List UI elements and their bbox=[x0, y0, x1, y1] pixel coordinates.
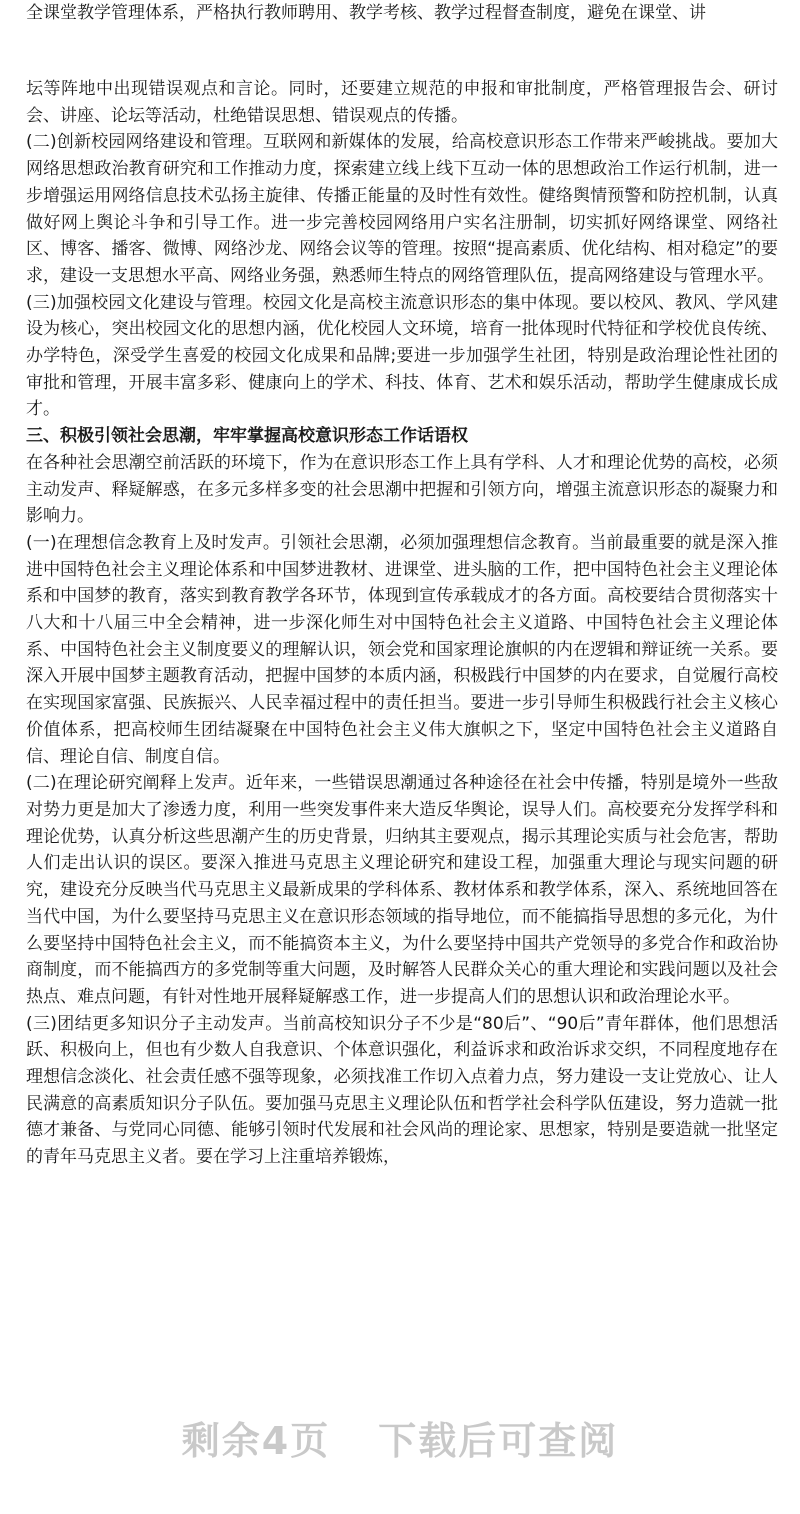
continued-text-line: 全课堂教学管理体系，严格执行教师聘用、教学考核、教学过程督查制度，避免在课堂、讲 bbox=[26, 3, 706, 23]
paragraph: (三)团结更多知识分子主动发声。当前高校知识分子不少是“80后”、“90后”青年群体，他们思想活跃、积极向上，但也有少数人自我意识、个体意识强化，利益诉求和政治诉求交织，不同程度地存在理想信念淡化、社会责任感不强等现象，必须找准工作切入点着力点，努力建设一支让党放心、让人民满意的高素质知识分子队伍。要加强马克思主义理论队伍和哲学社会科学队伍建设，努力造就一批德才兼备、与党同心同德、能够引领时代发展和社会风尚的理论家、思想家，特别是要造就一批坚定的青年马克思主义者。要在学习上注重培养锻炼， bbox=[26, 1013, 778, 1168]
paragraph: (二)在理论研究阐释上发声。近年来，一些错误思潮通过各种途径在社会中传播，特别是境外一些敌对势力更是加大了渗透力度，利用一些突发事件来大造反华舆论，误导人们。高校要充分发挥学科和理论优势，认真分析这些思潮产生的历史背景，归纳其主要观点，揭示其理论实质与社会危害，帮助人们走出认识的误区。要深入推进马克思主义理论研究和建设工程，加强重大理论与现实问题的研究，建设充分反映当代马克思主义最新成果的学科体系、教材体系和教学体系，深入、系统地回答在当代中国，为什么要坚持马克思主义在意识形态领域的指导地位，而不能搞指导思想的多元化，为什么要坚持中国特色社会主义，而不能搞资本主义，为什么要坚持中国共产党领导的多党合作和政治协商制度，而不能搞西方的多党制等重大问题，及时解答人民群众关心的重大理论和实践问题以及社会热点、难点问题，有针对性地开展释疑解惑工作，进一步提高人们的思想认识和政治理论水平。 bbox=[26, 773, 778, 1007]
download-prompt-banner[interactable] bbox=[0, 1410, 800, 1465]
paragraph: 在各种社会思潮空前活跃的环境下，作为在意识形态工作上具有学科、人才和理论优势的高校，必须主动发声、释疑解惑，在多元多样多变的社会思潮中把握和引领方向，增强主流意识形态的凝聚力和影响力。 bbox=[26, 452, 778, 527]
paragraph: (一)在理想信念教育上及时发声。引领社会思潮，必须加强理想信念教育。当前最重要的就是深入推进中国特色社会主义理论体系和中国梦进教材、进课堂、进头脑的工作，把中国特色社会主义理论体系和中国梦的教育，落实到教育教学各环节，体现到宣传承载成才的各方面。高校要结合贯彻落实十八大和十八届三中全会精神，进一步深化师生对中国特色社会主义道路、中国特色社会主义理论体系、中国特色社会主义制度要义的理解认识，领会党和国家理论旗帜的内在逻辑和辩证统一关系。要深入开展中国梦主题教育活动，把握中国梦的本质内涵，积极践行中国梦的内在要求，自觉履行高校在实现国家富强、民族振兴、人民幸福过程中的责任担当。要进一步引导师生积极践行社会主义核心价值体系，把高校师生团结凝聚在中国特色社会主义伟大旗帜之下，坚定中国特色社会主义道路自信、理论自信、制度自信。 bbox=[26, 532, 778, 767]
section-heading: 三、积极引领社会思潮，牢牢掌握高校意识形态工作话语权 bbox=[26, 426, 468, 447]
download-to-view-label: 下载后可查阅 bbox=[378, 1419, 619, 1463]
paragraph: 坛等阵地中出现错误观点和言论。同时，还要建立规范的申报和审批制度，严格管理报告会、研讨会、讲座、论坛等活动，杜绝错误思想、错误观点的传播。 bbox=[26, 79, 778, 126]
document-body bbox=[26, 76, 778, 1171]
paragraph: (二)创新校园网络建设和管理。互联网和新媒体的发展，给高校意识形态工作带来严峻挑战。要加大网络思想政治教育研究和工作推动力度，探索建立线上线下互动一体的思想政治工作运行机制，进一步增强运用网络信息技术弘扬主旋律、传播正能量的及时性有效性。健络舆情预警和防控机制，认真做好网上舆论斗争和引导工作。进一步完善校园网络用户实名注册制，切实抓好网络课堂、网络社区、博客、播客、微博、网络沙龙、网络会议等的管理。按照“提高素质、优化结构、相对稳定”的要求，建设一支思想水平高、网络业务强，熟悉师生特点的网络管理队伍，提高网络建设与管理水平。 bbox=[26, 132, 778, 286]
remaining-pages-label: 剩余4页 bbox=[181, 1419, 331, 1463]
paragraph: (三)加强校园文化建设与管理。校园文化是高校主流意识形态的集中体现。要以校风、教风、学风建设为核心，突出校园文化的思想内涵，优化校园人文环境，培育一批体现时代特征和学校优良传统、办学特色，深受学生喜爱的校园文化成果和品牌;要进一步加强学生社团，特别是政治理论性社团的审批和管理，开展丰富多彩、健康向上的学术、科技、体育、艺术和娱乐活动，帮助学生健康成长成才。 bbox=[26, 292, 778, 420]
